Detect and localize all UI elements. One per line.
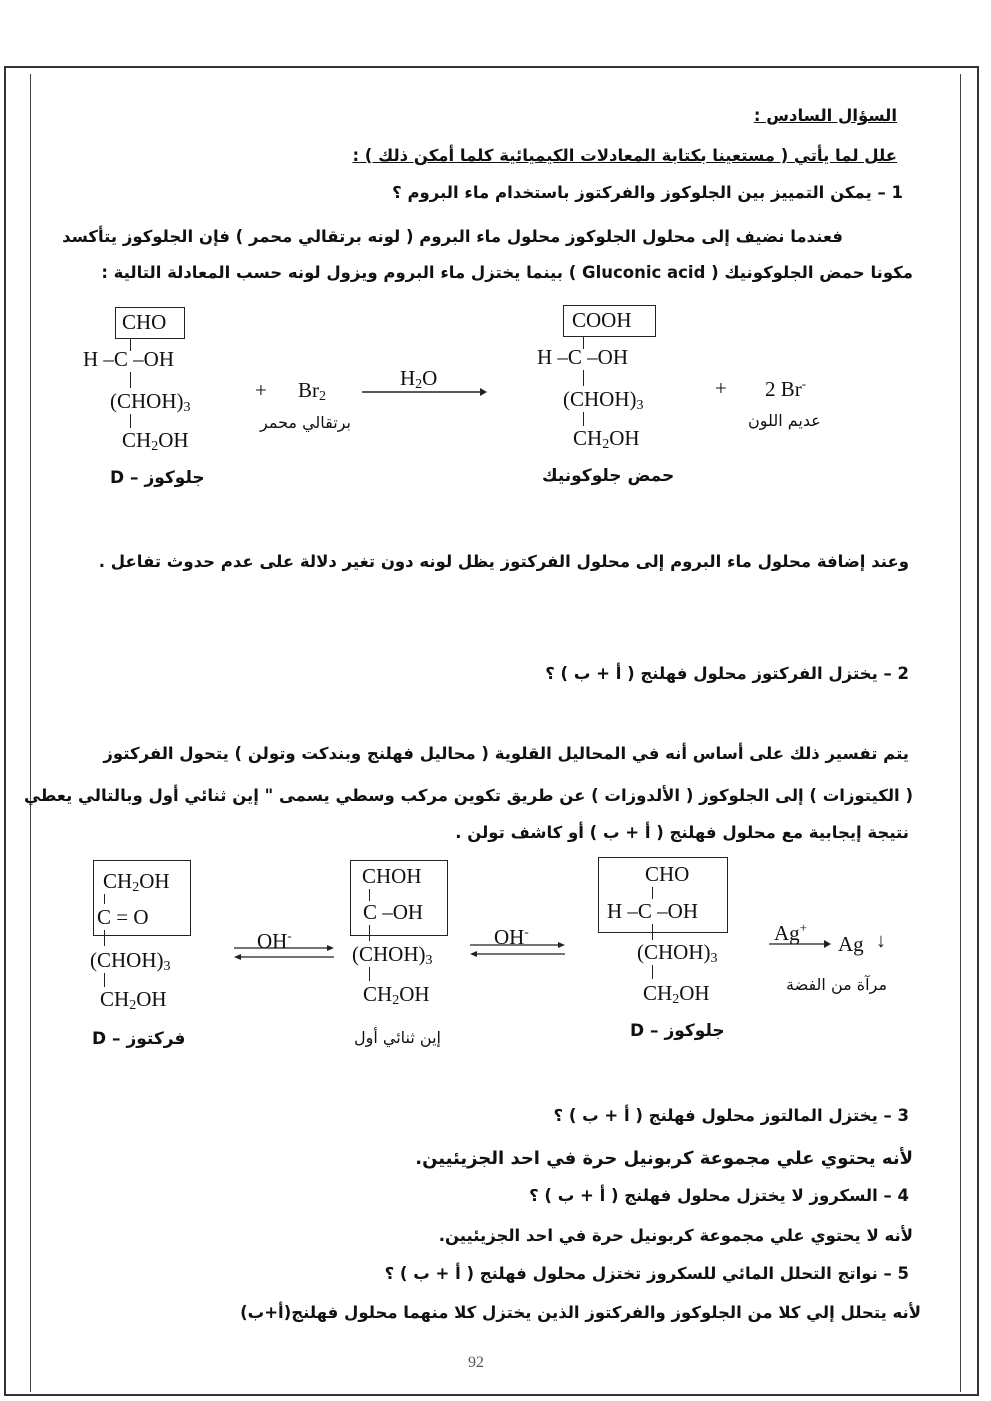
silver-arrow bbox=[769, 939, 831, 949]
product-line4-end: OH bbox=[609, 426, 640, 450]
enediol-line4-text: CH bbox=[363, 982, 393, 1006]
reactant-line2: H –C –OH bbox=[83, 347, 175, 371]
silver-mirror-label: مرآة من الفضة bbox=[786, 975, 888, 994]
q2-answer-line2: ( الكيتوزات ) إلى الجلوكوز ( الألدوزات ) عن طريق تكوين مركب وسطي يسمى " إين ثنائي أول وبالتالي يعطي bbox=[24, 786, 913, 805]
enediol-line3-text: (CHOH) bbox=[352, 942, 426, 966]
reactant-name: D – جلوكوز bbox=[110, 468, 205, 488]
fructose-line4-sub: 2 bbox=[129, 998, 137, 1013]
q2-question: 2 – يختزل الفركتوز محلول فهلنج ( أ + ب ) ؟ bbox=[545, 664, 909, 683]
silver-reagent-text: Ag bbox=[774, 921, 800, 945]
product-line4 bbox=[573, 426, 640, 453]
enediol-line4-sub: 2 bbox=[392, 993, 400, 1008]
reactant-line4 bbox=[122, 428, 189, 455]
fructose-bond-3 bbox=[104, 973, 105, 987]
enediol-line4 bbox=[363, 982, 430, 1009]
q3-question: 3 – يختزل المالتوز محلول فهلنج ( أ + ب ) ؟ bbox=[553, 1106, 909, 1125]
fructose-line4-text: CH bbox=[100, 987, 130, 1011]
equilibrium1-arrows bbox=[234, 944, 334, 962]
water-sub: 2 bbox=[415, 377, 423, 392]
q4-question: 4 – السكروز لا يختزل محلول فهلنج ( أ + ب ) ؟ bbox=[529, 1186, 909, 1205]
reactant-line3-sub: 3 bbox=[183, 400, 191, 415]
product-line3 bbox=[563, 387, 644, 414]
glucose-line1: CHO bbox=[645, 862, 690, 886]
fructose-line1-sub: 2 bbox=[132, 880, 140, 895]
glucose-bond-1 bbox=[652, 887, 653, 899]
product-line4-text: CH bbox=[573, 426, 603, 450]
bromide-sup: - bbox=[801, 376, 807, 391]
enediol-line1: CHOH bbox=[362, 864, 422, 888]
eq2-oh: OH bbox=[494, 925, 525, 949]
instruction-text-span: علل لما يأتي ( مستعينا بكتابة المعادلات الكيميائية كلما أمكن ذلك ) : bbox=[352, 146, 897, 165]
fructose-line3-sub: 3 bbox=[163, 959, 171, 974]
glucose-line3-sub: 3 bbox=[710, 951, 718, 966]
q5-question: 5 – نواتج التحلل المائي للسكروز تختزل محلول فهلنج ( أ + ب ) ؟ bbox=[384, 1264, 909, 1283]
fructose-name: D – فركتوز bbox=[92, 1029, 186, 1049]
reactant-line3-text: (CHOH) bbox=[110, 389, 184, 413]
enediol-line3-sub: 3 bbox=[425, 953, 433, 968]
reactant-cho-group: CHO bbox=[122, 310, 167, 334]
bromide-text: 2 Br bbox=[765, 377, 802, 401]
product-line4-sub: 2 bbox=[602, 437, 610, 452]
instruction-text bbox=[352, 146, 897, 165]
glucose-line4-text: CH bbox=[643, 981, 673, 1005]
water-h: H bbox=[400, 366, 416, 390]
plus-sign-2: + bbox=[715, 376, 727, 400]
fructose-bond-1 bbox=[104, 894, 105, 904]
water-o: O bbox=[422, 366, 438, 390]
equilibrium2-arrows bbox=[470, 941, 565, 959]
reactant-line4-text: CH bbox=[122, 428, 152, 452]
page-number: 92 bbox=[468, 1354, 484, 1371]
fructose-line3 bbox=[90, 948, 171, 975]
reactant-bond-2 bbox=[130, 372, 131, 388]
reactant-line4-end: OH bbox=[158, 428, 189, 452]
fructose-line1-end: OH bbox=[139, 869, 170, 893]
bromide-color-label: عديم اللون bbox=[748, 411, 821, 430]
q2-answer-line1: يتم تفسير ذلك على أساس أنه في المحاليل القلوية ( محاليل فهلنج وبندكت وتولن ) يتحول الفركتوز bbox=[103, 744, 909, 763]
q4-answer: لأنه لا يحتوي علي مجموعة كربونيل حرة في احد الجزيئيين. bbox=[438, 1226, 913, 1245]
q3-answer: لأنه يحتوي علي مجموعة كربونيل حرة في احد الجزيئيين. bbox=[415, 1148, 913, 1169]
glucose-name: D – جلوكوز bbox=[630, 1021, 725, 1041]
silver-precipitate-arrow: ↓ bbox=[876, 930, 886, 952]
plus-sign-1: + bbox=[255, 378, 267, 402]
fructose-line3-text: (CHOH) bbox=[90, 948, 164, 972]
glucose-line4 bbox=[643, 981, 710, 1008]
glucose-line2: H –C –OH bbox=[607, 899, 699, 923]
eq1-oh: OH bbox=[257, 929, 288, 953]
eq1-sup: - bbox=[287, 928, 292, 943]
enediol-line4-end: OH bbox=[399, 982, 430, 1006]
glucose-line3-text: (CHOH) bbox=[637, 940, 711, 964]
fructose-line4-end: OH bbox=[136, 987, 167, 1011]
fructose-bond-2 bbox=[104, 930, 105, 946]
product-bond-3 bbox=[583, 412, 584, 426]
silver-product: Ag bbox=[838, 932, 864, 956]
fructose-line4 bbox=[100, 987, 167, 1014]
fructose-line1 bbox=[103, 869, 170, 896]
bromine-reagent bbox=[298, 378, 326, 405]
glucose-line4-sub: 2 bbox=[672, 992, 680, 1007]
eq2-sup: - bbox=[524, 924, 529, 939]
bromine-text: Br bbox=[298, 378, 319, 402]
enediol-bond-2 bbox=[369, 925, 370, 941]
product-line2: H –C –OH bbox=[537, 345, 629, 369]
q5-answer: لأنه يتحلل إلي كلا من الجلوكوز والفركتوز الذين يختزل كلا منهما محلول فهلنج(أ+ب) bbox=[240, 1303, 921, 1322]
glucose-line3 bbox=[637, 940, 718, 967]
product-name: حمض جلوكونيك bbox=[542, 466, 675, 486]
bromine-color-label: برتقالي محمر bbox=[260, 413, 351, 432]
q1-question: 1 – يمكن التمييز بين الجلوكوز والفركتوز باستخدام ماء البروم ؟ bbox=[392, 183, 903, 202]
glucose-bond-2 bbox=[652, 924, 653, 940]
product-line3-sub: 3 bbox=[636, 398, 644, 413]
enediol-line3 bbox=[352, 942, 433, 969]
enediol-name: إين ثنائي أول bbox=[354, 1028, 441, 1047]
glucose-line4-end: OH bbox=[679, 981, 710, 1005]
glucose-bond-3 bbox=[652, 965, 653, 979]
product-bond-2 bbox=[583, 370, 584, 386]
product-line3-text: (CHOH) bbox=[563, 387, 637, 411]
enediol-line2: C –OH bbox=[363, 900, 424, 924]
reactant-line3 bbox=[110, 389, 191, 416]
product-cooh-group: COOH bbox=[572, 308, 632, 332]
fructose-line2: C = O bbox=[97, 905, 149, 929]
section-heading: السؤال السادس : bbox=[753, 106, 897, 125]
bromine-sub: 2 bbox=[319, 389, 326, 404]
reactant-line4-sub: 2 bbox=[151, 439, 159, 454]
fructose-line1-text: CH bbox=[103, 869, 133, 893]
q2-answer-line3: نتيجة إيجابية مع محلول فهلنج ( أ + ب ) أو كاشف تولن . bbox=[455, 823, 909, 842]
silver-reagent-sup: + bbox=[799, 920, 808, 935]
reactant-bond-3 bbox=[130, 414, 131, 428]
reaction1-arrow bbox=[362, 386, 487, 398]
fructose-bromine-note: وعند إضافة محلول ماء البروم إلى محلول الفركتوز يظل لونه دون تغير دلالة على عدم حدوث تفاعل . bbox=[98, 552, 909, 571]
q1-answer-line1: فعندما نضيف إلى محلول الجلوكوز محلول ماء البروم ( لونه برتقالي محمر ) فإن الجلوكوز يتأكسد bbox=[62, 227, 843, 246]
bromide-byproduct bbox=[765, 376, 806, 402]
q1-answer-line2: مكونا حمض الجلوكونيك ( Gluconic acid ) بينما يختزل ماء البروم ويزول لونه حسب المعادلة التالية : bbox=[101, 263, 913, 282]
enediol-bond-3 bbox=[369, 967, 370, 981]
